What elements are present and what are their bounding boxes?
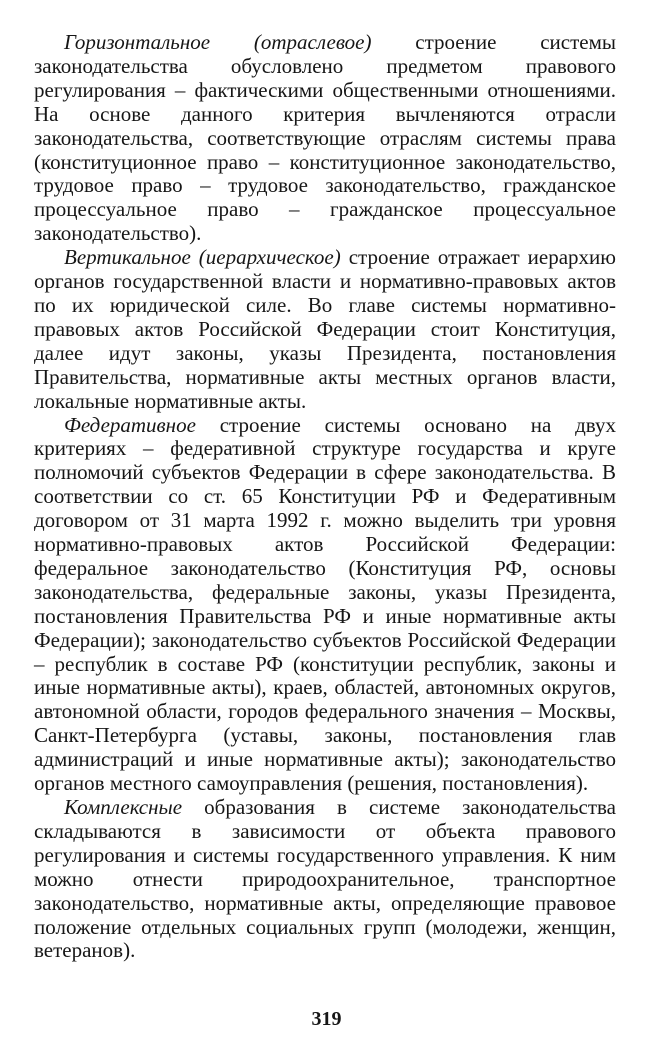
paragraph-lead-term: Вертикальное (иерархическое) — [64, 245, 341, 270]
page-number: 319 — [311, 1008, 342, 1030]
paragraph-federative-structure — [34, 414, 616, 797]
paragraph-text: строение системы законодательства обусловлено предметом правового регулирования – фактическими общественными отношениями. На основе данного критерия вычленяются отрасли законодательства, соответствующие отраслям системы права (конституционное право – конституционное законодательство, трудовое право – трудовое законодательство, гражданское процессуальное право – гражданское процессуальное законодательство). — [34, 30, 616, 246]
paragraph-text: образования в системе законодательства складываются в зависимости от объекта правового регулирования и системы государственного управления. К ним можно отнести природоохранительное, транспортное законодательство, нормативные акты, определяющие правовое положение отдельных социальных групп (молодежи, женщин, ветеранов). — [34, 795, 616, 963]
page-body — [34, 31, 616, 963]
paragraph-lead-term: Комплексные — [64, 795, 183, 819]
paragraph-text: строение системы основано на двух критериях – федеративной структуре государства и круге полномочий субъектов Федерации в сфере законодательства. В соответствии со ст. 65 Конституции РФ и Федеративным договором от 31 марта 1992 г. можно выделить три уровня нормативно-правовых актов Российской Федерации: федеральное законодательство (Конституция РФ, основы законодательства, федеральные законы, указы Президента, постановления Правительства РФ и иные нормативные акты Федерации); законодательство субъектов Российской Федерации – республик в составе РФ (конституции республик, законы и иные нормативные акты), краев, областей, автономных округов, автономной области, городов федерального значения – Москвы, Санкт-Петербурга (уставы, законы, постановления глав администраций и иные нормативные акты); законодательство органов местного самоуправления (решения, постановления). — [34, 412, 616, 796]
paragraph-horizontal-structure — [34, 31, 616, 246]
paragraph-lead-term: Федеративное — [64, 412, 196, 437]
paragraph-vertical-structure — [34, 246, 616, 413]
paragraph-text: строение отражает иерархию органов государственной власти и нормативно-правовых актов по их юридической силе. Во главе системы нормативно-правовых актов Российской Федерации стоит Конституция, далее идут законы, указы Президента, постановления Правительства, нормативные акты местных органов власти, локальные нормативные акты. — [34, 245, 616, 413]
paragraph-lead-term: Горизонтальное (отраслевое) — [64, 30, 372, 54]
paragraph-complex-formations — [34, 796, 616, 963]
